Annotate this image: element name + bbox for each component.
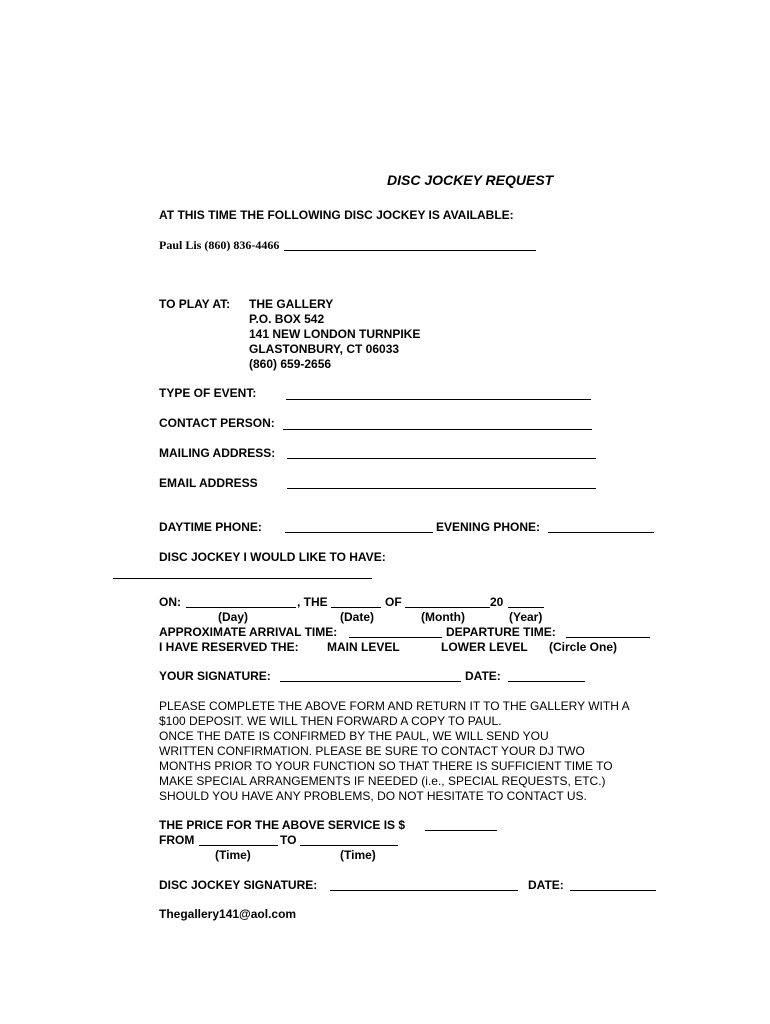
of-label: OF bbox=[385, 595, 402, 609]
instruction-line: $100 DEPOSIT. WE WILL THEN FORWARD A COPY TO PAUL. bbox=[159, 714, 502, 728]
venue-po-box: P.O. BOX 542 bbox=[249, 312, 325, 326]
arrival-label: APPROXIMATE ARRIVAL TIME: bbox=[159, 625, 338, 639]
departure-label: DEPARTURE TIME: bbox=[446, 625, 556, 639]
instruction-line: SHOULD YOU HAVE ANY PROBLEMS, DO NOT HESITATE TO CONTACT US. bbox=[159, 789, 587, 803]
instruction-line: ONCE THE DATE IS CONFIRMED BY THE PAUL, WE WILL SEND YOU bbox=[159, 729, 549, 743]
the-label: , THE bbox=[297, 595, 328, 609]
month-hint: (Month) bbox=[421, 610, 465, 624]
daytime-phone-field[interactable] bbox=[285, 532, 433, 533]
reserved-lower-option[interactable]: LOWER LEVEL bbox=[441, 640, 528, 654]
dj-signature-label: DISC JOCKEY SIGNATURE: bbox=[159, 878, 318, 892]
dj-preference-field[interactable] bbox=[113, 578, 372, 579]
dj-info-line[interactable] bbox=[284, 250, 536, 251]
daytime-phone-label: DAYTIME PHONE: bbox=[159, 520, 262, 534]
dj-date-label: DATE: bbox=[528, 878, 564, 892]
instruction-line: PLEASE COMPLETE THE ABOVE FORM AND RETURN IT TO THE GALLERY WITH A bbox=[159, 699, 630, 713]
dj-date-field[interactable] bbox=[570, 890, 656, 891]
instruction-line: MAKE SPECIAL ARRANGEMENTS IF NEEDED (i.e., SPECIAL REQUESTS, ETC.) bbox=[159, 774, 606, 788]
dj-info: Paul Lis (860) 836-4466 bbox=[159, 238, 280, 252]
dj-signature-field[interactable] bbox=[330, 890, 518, 891]
contact-person-field[interactable] bbox=[283, 429, 592, 430]
date-field[interactable] bbox=[331, 607, 381, 608]
email-address-label: EMAIL ADDRESS bbox=[159, 476, 258, 490]
reserved-label: I HAVE RESERVED THE: bbox=[159, 640, 299, 654]
century-label: 20 bbox=[490, 595, 504, 609]
date-field-signature[interactable] bbox=[508, 681, 585, 682]
signature-label: YOUR SIGNATURE: bbox=[159, 669, 271, 683]
reserved-main-option[interactable]: MAIN LEVEL bbox=[327, 640, 400, 654]
from-time-hint: (Time) bbox=[215, 848, 251, 862]
reserved-hint: (Circle One) bbox=[549, 640, 618, 654]
departure-field[interactable] bbox=[566, 637, 650, 638]
form-title: DISC JOCKEY REQUEST bbox=[387, 172, 554, 188]
on-label: ON: bbox=[159, 595, 181, 609]
contact-person-label: CONTACT PERSON: bbox=[159, 416, 275, 430]
venue-street: 141 NEW LONDON TURNPIKE bbox=[249, 327, 421, 341]
to-label: TO bbox=[280, 833, 297, 847]
month-field[interactable] bbox=[405, 607, 490, 608]
to-time-field[interactable] bbox=[300, 845, 398, 846]
evening-phone-field[interactable] bbox=[548, 532, 654, 533]
year-field[interactable] bbox=[508, 607, 544, 608]
venue-phone: (860) 659-2656 bbox=[249, 357, 332, 371]
email-address-field[interactable] bbox=[287, 488, 596, 489]
to-play-at-label: TO PLAY AT: bbox=[159, 297, 231, 311]
price-label: THE PRICE FOR THE ABOVE SERVICE IS $ bbox=[159, 818, 406, 832]
instruction-line: WRITTEN CONFIRMATION. PLEASE BE SURE TO CONTACT YOUR DJ TWO bbox=[159, 744, 585, 758]
venue-city: GLASTONBURY, CT 06033 bbox=[249, 342, 400, 356]
year-hint: (Year) bbox=[509, 610, 543, 624]
day-field[interactable] bbox=[186, 607, 296, 608]
signature-field[interactable] bbox=[280, 681, 461, 682]
date-hint: (Date) bbox=[340, 610, 375, 624]
from-time-field[interactable] bbox=[199, 845, 278, 846]
evening-phone-label: EVENING PHONE: bbox=[436, 520, 541, 534]
day-hint: (Day) bbox=[218, 610, 249, 624]
type-of-event-field[interactable] bbox=[286, 399, 591, 400]
to-time-hint: (Time) bbox=[340, 848, 376, 862]
instruction-line: MONTHS PRIOR TO YOUR FUNCTION SO THAT THERE IS SUFFICIENT TIME TO bbox=[159, 759, 613, 773]
from-label: FROM bbox=[159, 833, 195, 847]
mailing-address-label: MAILING ADDRESS: bbox=[159, 446, 276, 460]
contact-email: Thegallery141@aol.com bbox=[159, 907, 297, 921]
available-heading: AT THIS TIME THE FOLLOWING DISC JOCKEY IS AVAILABLE: bbox=[159, 208, 514, 222]
dj-preference-label: DISC JOCKEY I WOULD LIKE TO HAVE: bbox=[159, 550, 386, 564]
price-field[interactable] bbox=[425, 830, 497, 831]
type-of-event-label: TYPE OF EVENT: bbox=[159, 386, 257, 400]
arrival-field[interactable] bbox=[349, 637, 442, 638]
mailing-address-field[interactable] bbox=[287, 458, 596, 459]
date-label: DATE: bbox=[465, 669, 501, 683]
venue-name: THE GALLERY bbox=[249, 297, 334, 311]
